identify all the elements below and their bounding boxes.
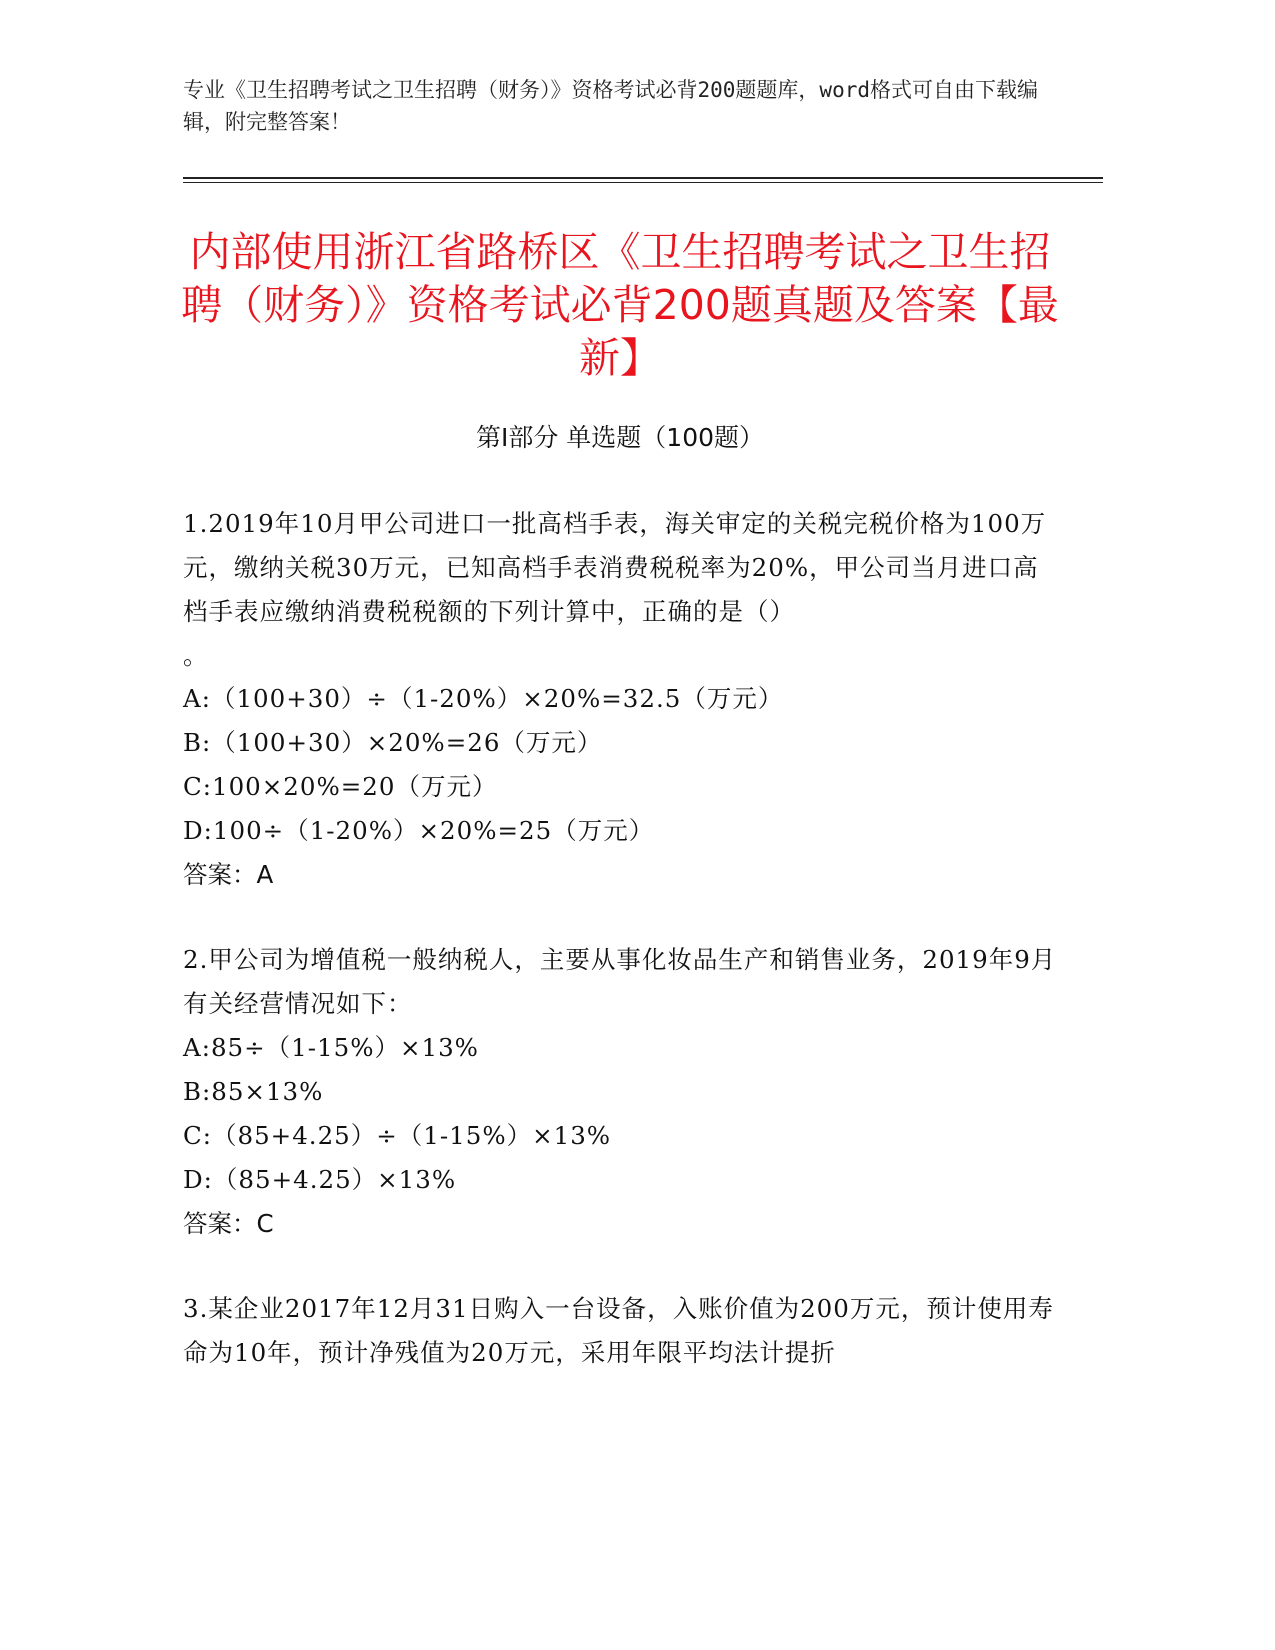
section-title: 第I部分 单选题（100题） [475, 423, 765, 452]
question-2-option-b: B:85×13% [183, 1077, 324, 1106]
question-2-option-d: D:（85+4.25）×13% [183, 1165, 457, 1194]
question-3-text: 3.某企业2017年12月31日购入一台设备，入账价值为200万元，预计使用寿命为10年，预计净残值为20万元，采用年限平均法计提折 [183, 1294, 1054, 1367]
header-divider-thin [183, 182, 1103, 183]
question-1-option-d: D:100÷（1-20%）×20%=25（万元） [183, 816, 655, 845]
question-2-answer: 答案：C [183, 1209, 274, 1238]
question-1-option-c: C:100×20%=20（万元） [183, 772, 498, 801]
question-2-text: 2.甲公司为增值税一般纳税人，主要从事化妆品生产和销售业务，2019年9月有关经营情况如下： [183, 945, 1057, 1018]
question-1-text: 1.2019年10月甲公司进口一批高档手表，海关审定的关税完税价格为100万元，缴纳关税30万元，已知高档手表消费税税率为20%，甲公司当月进口高档手表应缴纳消费税税额的下列计算中，正确的是（） 。 [183, 509, 1047, 670]
header-note: 专业《卫生招聘考试之卫生招聘（财务）》资格考试必背200题题库，word格式可自由下载编辑，附完整答案！ [183, 78, 1038, 134]
question-2-option-c: C:（85+4.25）÷（1-15%）×13% [183, 1121, 612, 1150]
header-divider-thick [183, 177, 1103, 179]
question-1-option-a: A:（100+30）÷（1-20%）×20%=32.5（万元） [183, 684, 784, 713]
document-title: 内部使用浙江省路桥区《卫生招聘考试之卫生招聘（财务）》资格考试必背200题真题及答案【最新】 [181, 228, 1059, 382]
question-2-option-a: A:85÷（1-15%）×13% [183, 1033, 479, 1062]
question-1-answer: 答案：A [183, 860, 274, 889]
question-1-option-b: B:（100+30）×20%=26（万元） [183, 728, 603, 757]
